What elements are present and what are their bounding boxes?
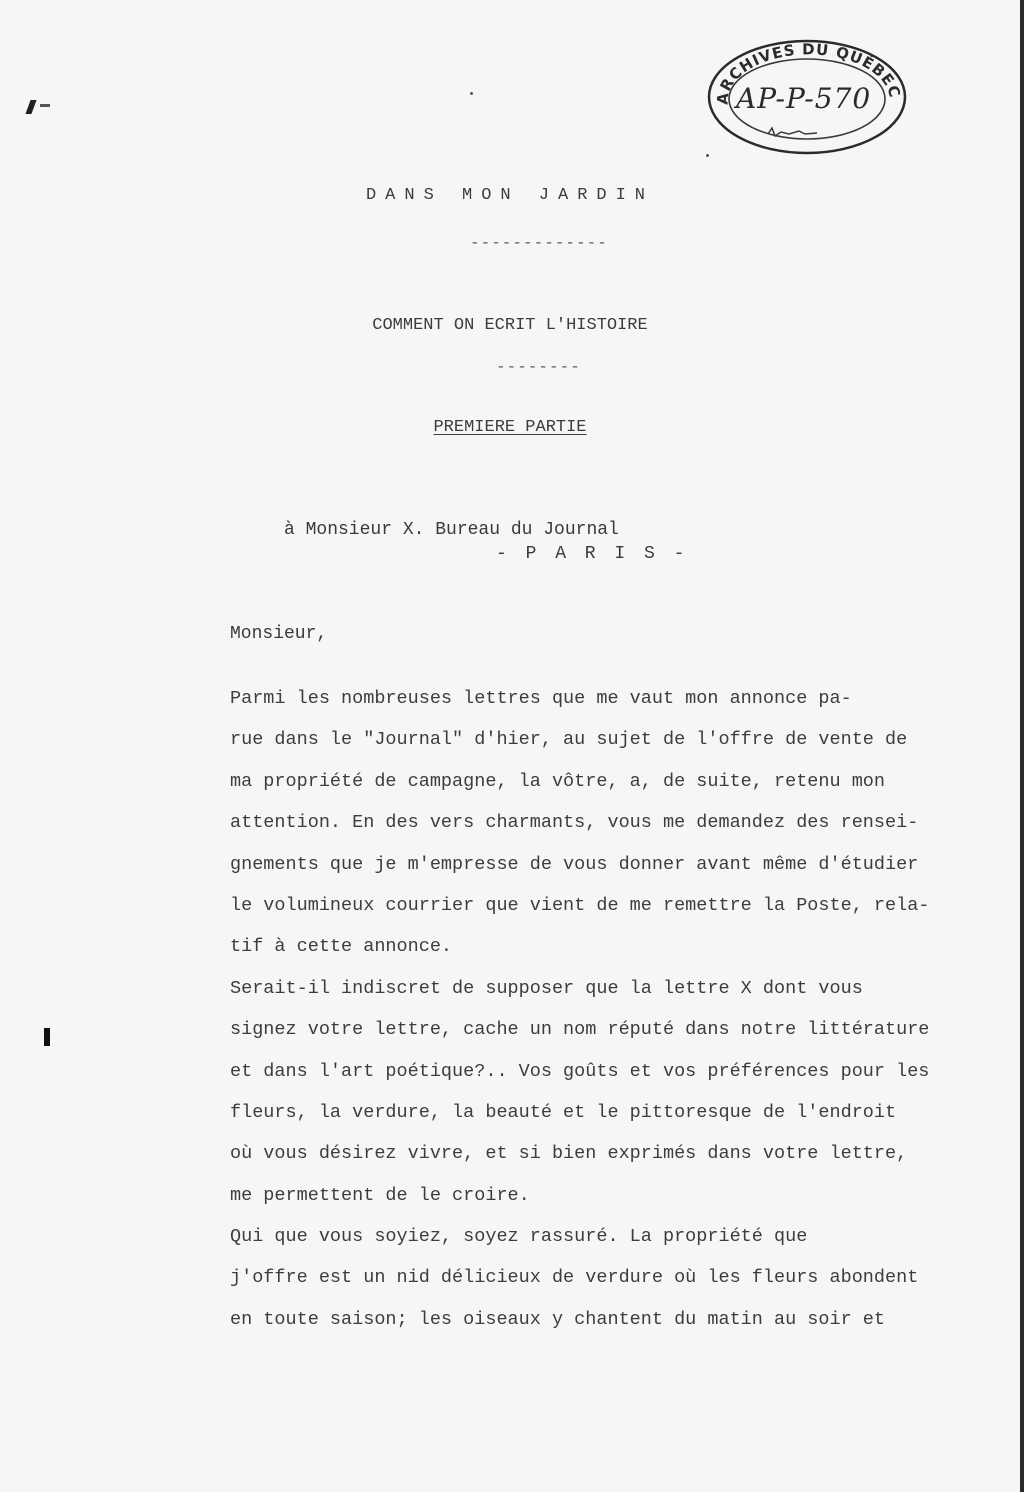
- body-line: rue dans le "Journal" d'hier, au sujet de l'offre de vente de: [230, 729, 908, 751]
- address-line-1: à Monsieur X. Bureau du Journal: [284, 520, 619, 540]
- margin-mark: [44, 1028, 50, 1046]
- body-line: me permettent de le croire.: [230, 1184, 530, 1206]
- document-subtitle: COMMENT ON ECRIT L'HISTOIRE: [372, 316, 648, 335]
- body-line: signez votre lettre, cache un nom réputé dans notre littérature: [230, 1019, 930, 1041]
- body-line: attention. En des vers charmants, vous me demandez des rensei-: [230, 812, 919, 834]
- paper-speck: [470, 92, 473, 95]
- title-rule: -------------: [470, 234, 608, 252]
- document-title: DANS MON JARDIN: [365, 186, 655, 205]
- address-line-2: - P A R I S -: [496, 544, 689, 564]
- body-line: tif à cette annonce.: [230, 936, 453, 958]
- salutation: Monsieur,: [230, 624, 328, 644]
- body-line: gnements que je m'empresse de vous donner avant même d'étudier: [230, 853, 919, 875]
- letter-body: [230, 678, 1000, 1340]
- body-line: ma propriété de campagne, la vôtre, a, de suite, retenu mon: [230, 770, 886, 792]
- margin-mark: [25, 100, 36, 114]
- stamp-ring-text: ARCHIVES DU QUÉBEC: [713, 40, 905, 106]
- margin-mark: [40, 104, 50, 107]
- body-line: en toute saison; les oiseaux y chantent du matin au soir et: [230, 1308, 886, 1330]
- part-heading: PREMIERE PARTIE: [433, 418, 587, 437]
- archive-stamp: [706, 38, 908, 156]
- body-line: où vous désirez vivre, et si bien exprimés dans votre lettre,: [230, 1143, 908, 1165]
- body-line: Qui que vous soyiez, soyez rassuré. La propriété que: [230, 1226, 808, 1248]
- body-line: le volumineux courrier que vient de me remettre la Poste, rela-: [230, 894, 930, 916]
- body-line: et dans l'art poétique?.. Vos goûts et vos préférences pour les: [230, 1060, 930, 1082]
- body-line: j'offre est un nid délicieux de verdure où les fleurs abondent: [230, 1267, 919, 1289]
- stamp-number: AP-P-570: [736, 82, 872, 115]
- subtitle-rule: --------: [496, 358, 581, 376]
- body-line: fleurs, la verdure, la beauté et le pittoresque de l'endroit: [230, 1101, 897, 1123]
- body-line: Parmi les nombreuses lettres que me vaut mon annonce pa-: [230, 688, 852, 709]
- body-line: Serait-il indiscret de supposer que la lettre X dont vous: [230, 977, 863, 999]
